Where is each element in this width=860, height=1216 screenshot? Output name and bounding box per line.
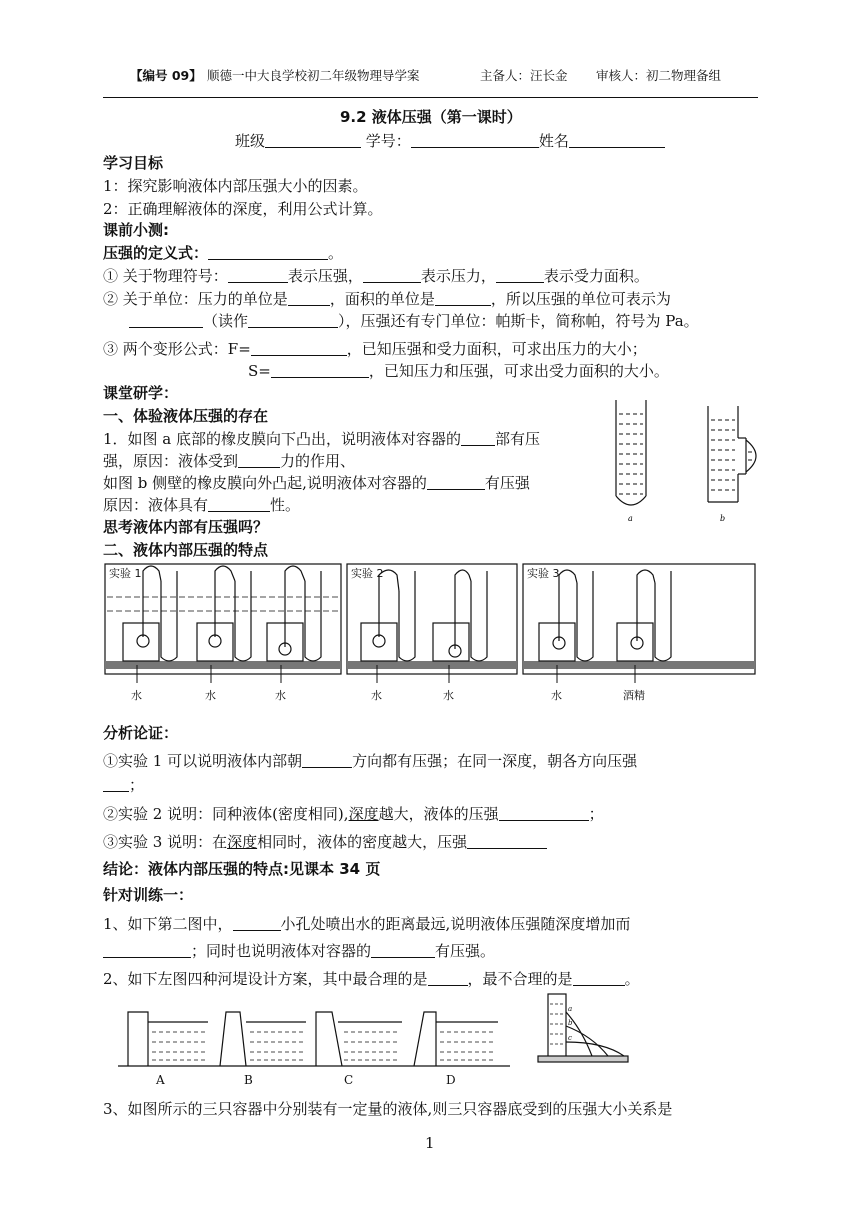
training-3: 3、如图所示的三只容器中分别装有一定量的液体,则三只容器底受到的压强大小关系是 xyxy=(103,1100,673,1118)
header-preparer: 主备人：汪长金 xyxy=(480,68,568,83)
classroom-heading: 课堂研学： xyxy=(103,384,179,402)
exp2-liquid-1: 水 xyxy=(371,689,382,702)
hole-label-a: a xyxy=(568,1005,573,1013)
training-2: 2、如下左图四种河堤设计方案，其中最合理的是 ，最不合理的是 。 xyxy=(103,970,640,988)
analysis-2: ②实验 2 说明：同种液体(密度相同),深度越大，液体的压强 ； xyxy=(103,805,604,823)
header-school: 顺德一中大良学校初二年级物理导学案 xyxy=(207,68,420,83)
dam-label-a: A xyxy=(156,1073,165,1087)
tube-b xyxy=(708,406,756,502)
membrane-tubes-figure xyxy=(600,396,775,526)
fig-b-label: b xyxy=(720,514,726,523)
training-1a: 1、如下第二图中， 小孔处喷出水的距离最远,说明液体压强随深度增加而 xyxy=(103,915,631,933)
goals-heading: 学习目标 xyxy=(103,154,164,172)
header-rule xyxy=(103,97,758,98)
section-1-heading: 一、体验液体压强的存在 xyxy=(103,407,269,425)
training-heading: 针对训练一： xyxy=(103,886,194,904)
section-2-heading: 二、液体内部压强的特点 xyxy=(103,541,269,559)
dam-label-d: D xyxy=(446,1073,456,1087)
question-3-line1: ③ 两个变形公式：F= ，已知压强和受力面积，可求出压力的大小； xyxy=(103,340,647,358)
para-1a: 1．如图 a 底部的橡皮膜向下凸出，说明液体对容器的 部有压 xyxy=(103,430,541,448)
question-2-line2: （读作 ），压强还有专门单位：帕斯卡，简称帕，符号为 Pa。 xyxy=(129,310,699,331)
hole-label-b: b xyxy=(568,1019,573,1027)
analysis-3: ③实验 3 说明：在深度相同时，液体的密度越大，压强 xyxy=(103,831,547,852)
question-3-line2: S= ，已知压力和压强，可求出受力面积的大小。 xyxy=(248,362,669,380)
water-jet-figure xyxy=(534,990,634,1066)
goal-2: 2：正确理解液体的深度，利用公式计算。 xyxy=(103,200,383,218)
para-1b: 强，原因：液体受到 力的作用、 xyxy=(103,452,356,470)
dam-label-b: B xyxy=(244,1073,253,1087)
exp1-liquid-3: 水 xyxy=(275,689,286,702)
student-info-line: 班级 学号： 姓名 xyxy=(235,130,665,151)
exp2-liquid-2: 水 xyxy=(443,689,454,702)
question-1: ① 关于物理符号： 表示压强， 表示压力， 表示受力面积。 xyxy=(103,267,649,285)
conclusion: 结论：液体内部压强的特点:见课本 34 页 xyxy=(103,860,381,878)
page-number: 1 xyxy=(425,1134,435,1152)
header-code: 【编号 09】 xyxy=(130,68,202,83)
fig-a-label: a xyxy=(628,514,633,523)
header-reviewer: 审核人：初二物理备组 xyxy=(596,68,722,83)
analysis-1: ①实验 1 可以说明液体内部朝 方向都有压强；在同一深度，朝各方向压强 xyxy=(103,752,638,770)
para-1d: 原因：液体具有 性。 xyxy=(103,496,301,514)
page-title: 9.2 液体压强（第一课时） xyxy=(340,108,522,126)
tube-a xyxy=(616,400,646,505)
analysis-1-cont: ； xyxy=(103,774,144,795)
exp1-liquid-1: 水 xyxy=(131,689,142,702)
pretest-heading: 课前小测: xyxy=(103,221,169,239)
pressure-definition: 压强的定义式： 。 xyxy=(103,244,344,262)
analysis-heading: 分析论证： xyxy=(103,724,179,742)
hole-label-c: c xyxy=(568,1034,572,1042)
goal-1: 1：探究影响液体内部压强大小的因素。 xyxy=(103,177,368,195)
exp1-label: 实验 1 xyxy=(109,567,142,580)
question-2-line1: ② 关于单位：压力的单位是 ，面积的单位是 ，所以压强的单位可表示为 xyxy=(103,290,671,308)
exp3-liquid-2: 酒精 xyxy=(623,689,645,702)
think-question: 思考液体内部有压强吗？ xyxy=(103,518,269,536)
exp1-liquid-2: 水 xyxy=(205,689,216,702)
exp3-label: 实验 3 xyxy=(527,567,560,580)
para-1c: 如图 b 侧壁的橡皮膜向外凸起,说明液体对容器的 有压强 xyxy=(103,474,530,492)
dam-label-c: C xyxy=(344,1073,354,1087)
training-1b: ；同时也说明液体对容器的 有压强。 xyxy=(103,940,495,961)
exp3-liquid-1: 水 xyxy=(551,689,562,702)
dam-designs-figure xyxy=(118,1008,518,1088)
exp2-label: 实验 2 xyxy=(351,567,384,580)
experiments-figure xyxy=(103,561,758,706)
